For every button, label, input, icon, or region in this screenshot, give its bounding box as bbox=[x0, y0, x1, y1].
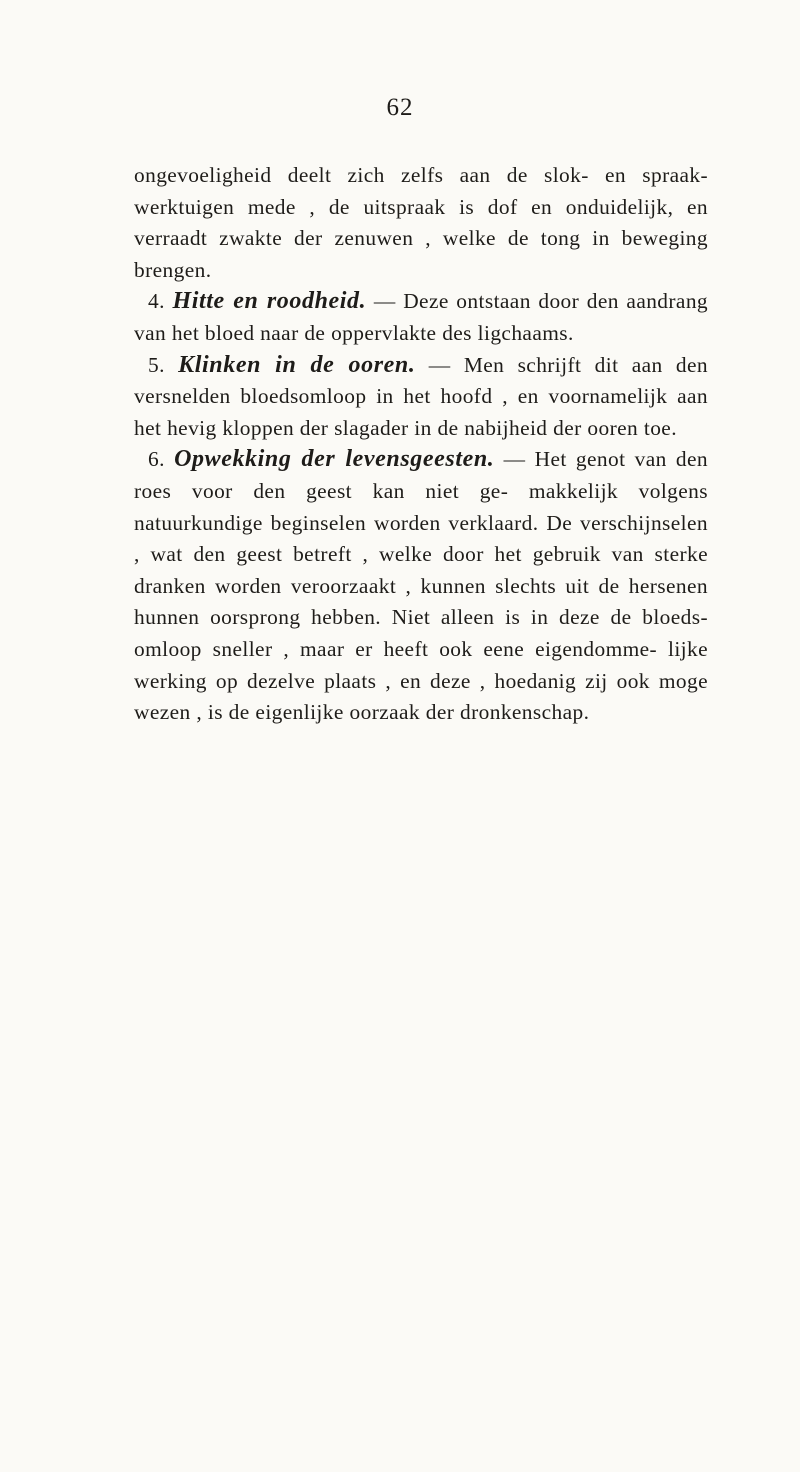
paragraph-text: ongevoeligheid deelt zich zelfs aan de slok- en spraak- werktuigen mede , de uitspraak is dof en onduidelijk, en verraadt zwakte der zenuwen , welke de tong in beweging brengen. bbox=[134, 163, 708, 282]
paragraph-text: — Het genot van den roes voor den geest kan niet ge- makkelijk volgens natuurkundige beginselen worden verklaard. De verschijnselen , wat den geest betreft , welke door het gebruik van sterke dranken worden veroorzaakt , kunnen slechts uit de hersenen hunnen oorsprong hebben. Niet alleen is in deze de bloeds- omloop sneller , maar er heeft ook eene eigendomme- lijke werking op dezelve plaats , en deze , hoedanig zij ook moge wezen , is de eigenlijke oorzaak der dronkenschap. bbox=[134, 447, 709, 725]
paragraph-text: — Men schrijft dit aan den versnelden bloedsomloop in het hoofd , en voornamelijk aan het hevig kloppen der slagader in de nabijheid der ooren toe. bbox=[134, 352, 708, 440]
paragraph-item-5 bbox=[134, 350, 708, 445]
paragraph-intro bbox=[134, 160, 708, 286]
item-number: 4. bbox=[148, 289, 165, 314]
paragraph-text: — Deze ontstaan door den aandrang van het bloed naar de oppervlakte des ligchaams. bbox=[134, 289, 709, 345]
paragraph-item-6 bbox=[134, 444, 708, 728]
paragraph-item-4 bbox=[134, 286, 708, 349]
item-heading: Opwekking der levensgeesten. bbox=[174, 446, 495, 473]
body-text bbox=[134, 160, 708, 729]
item-number: 5. bbox=[148, 352, 165, 377]
item-number: 6. bbox=[148, 447, 165, 472]
page-number: 62 bbox=[386, 94, 414, 121]
item-heading: Klinken in de ooren. bbox=[178, 351, 416, 378]
item-heading: Hitte en roodheid. bbox=[172, 288, 367, 315]
